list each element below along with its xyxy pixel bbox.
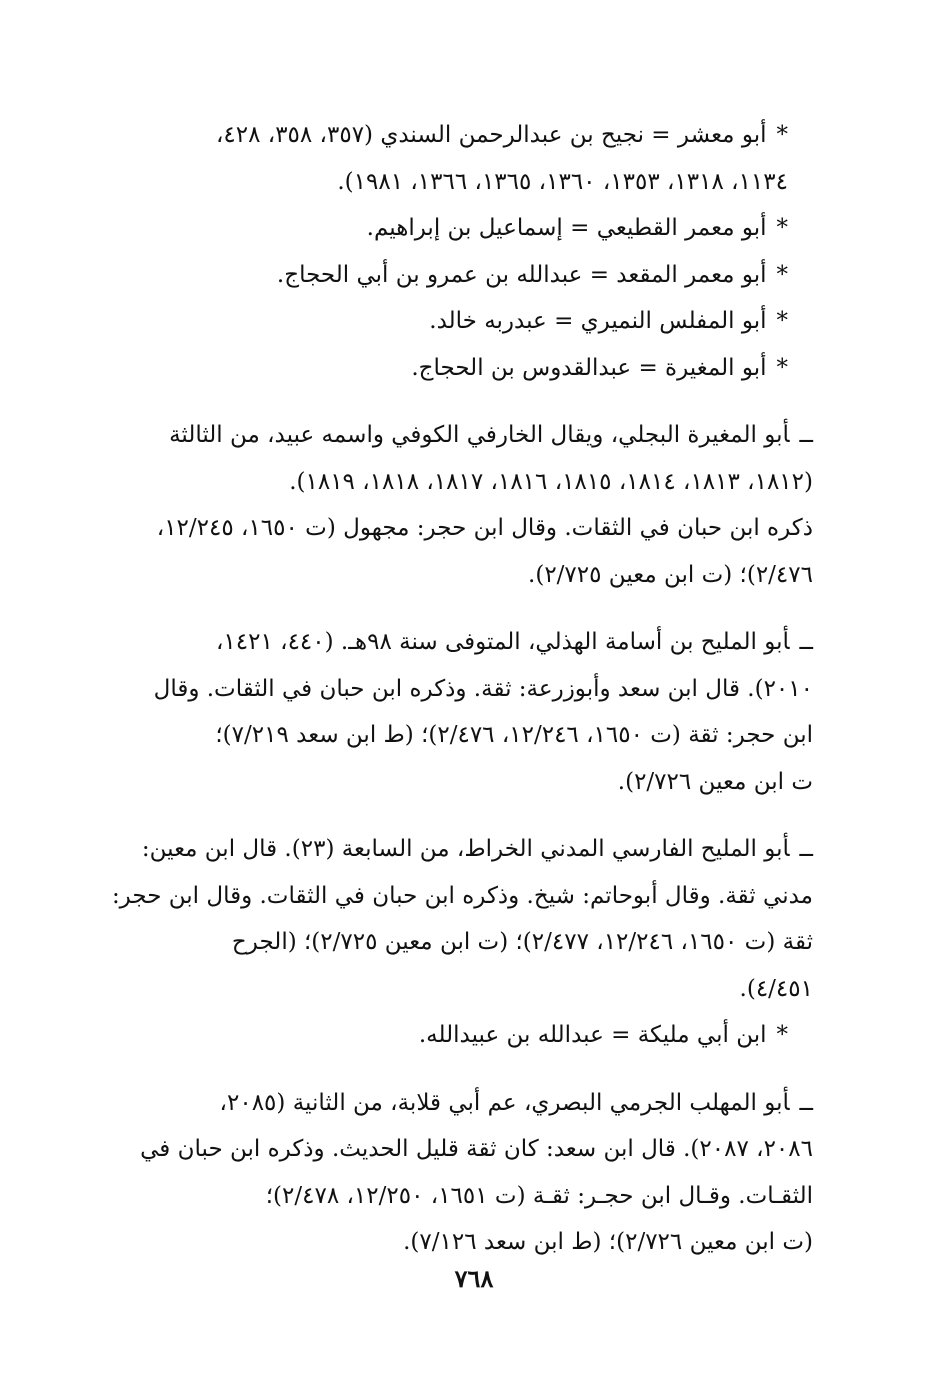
entry-text: الثقـات. وقـال ابن حجـر: ثقـة (ت ١٦٥١، ١٢/٢٥٠، ٢/٤٧٨)؛ xyxy=(265,1182,813,1209)
cross-reference-entry xyxy=(110,298,813,345)
entry-line xyxy=(110,112,788,159)
entry-line xyxy=(110,619,813,666)
entry-text: ٢٠٨٦، ٢٠٨٧). قال ابن سعد: كان ثقة قليل الحديث. وذكره ابن حبان في xyxy=(140,1136,813,1162)
page-body xyxy=(110,112,813,1266)
entry-line xyxy=(110,345,788,392)
entry-line xyxy=(110,1173,813,1220)
entry-text: ثقة (ت ١٦٥٠، ١٢/٢٤٦، ٢/٤٧٧)؛ (ت ابن معين ٢/٧٢٥)؛ (الجرح xyxy=(231,929,813,955)
page-number: ٧٦٨ xyxy=(454,1264,494,1293)
entry-text: أبو المليح بن أسامة الهذلي، المتوفى سنة ٩٨هـ. (٤٤٠، ١٤٢١، xyxy=(215,629,790,655)
cross-reference-entry xyxy=(110,205,813,252)
entry-text: أبو المفلس النميري = عبدربه خالد. xyxy=(429,308,767,334)
cross-reference-entry xyxy=(110,252,813,299)
asterisk-marker: * xyxy=(776,215,788,241)
entry-text: أبو معمر المقعد = عبدالله بن عمرو بن أبي الحجاج. xyxy=(276,261,767,288)
entry-text: ت ابن معين ٢/٧٢٦). xyxy=(617,768,813,795)
narrator-entry xyxy=(110,826,813,1012)
entry-line xyxy=(110,252,788,299)
entry-line xyxy=(110,712,813,759)
entry-line xyxy=(110,1012,788,1059)
entry-text: (١٨١٢، ١٨١٣، ١٨١٤، ١٨١٥، ١٨١٦، ١٨١٧، ١٨١٨، ١٨١٩). xyxy=(289,468,813,495)
dash-marker: ــ xyxy=(799,1089,813,1116)
entry-text: ذكره ابن حبان في الثقات. وقال ابن حجر: مجهول (ت ١٦٥٠، ١٢/٢٤٥، xyxy=(156,515,813,541)
entry-line xyxy=(110,552,813,599)
asterisk-marker: * xyxy=(776,122,788,148)
narrator-entry xyxy=(110,619,813,805)
entry-line xyxy=(110,505,813,552)
entry-text: أبو معشر = نجيح بن عبدالرحمن السندي (٣٥٧، ٣٥٨، ٤٢٨، xyxy=(215,122,767,148)
entry-text: ٢٠١٠). قال ابن سعد وأبوزرعة: ثقة. وذكره ابن حبان في الثقات. وقال xyxy=(153,675,813,702)
entry-text: أبو المغيرة = عبدالقدوس بن الحجاج. xyxy=(411,354,767,381)
entry-text: ١١٣٤، ١٣١٨، ١٣٥٣، ١٣٦٠، ١٣٦٥، ١٣٦٦، ١٩٨١). xyxy=(337,168,788,195)
entry-text: ابن أبي مليكة = عبدالله بن عبيدالله. xyxy=(418,1022,767,1048)
entry-text: أبو المليح الفارسي المدني الخراط، من السابعة (٢٣). قال ابن معين: xyxy=(141,836,790,862)
narrator-entry xyxy=(110,1080,813,1266)
entry-line xyxy=(110,873,813,920)
entry-line xyxy=(110,666,813,713)
entry-line xyxy=(110,826,813,873)
entry-text: أبو المغيرة البجلي، ويقال الخارفي الكوفي واسمه عبيد، من الثالثة xyxy=(169,422,790,448)
entry-line xyxy=(110,459,813,506)
dash-marker: ــ xyxy=(799,836,813,862)
entry-line xyxy=(110,1219,813,1266)
cross-reference-entry xyxy=(110,112,813,205)
cross-reference-entry xyxy=(110,345,813,392)
entry-line xyxy=(110,298,788,345)
asterisk-marker: * xyxy=(776,1022,788,1048)
cross-reference-entry xyxy=(110,1012,813,1059)
entry-line xyxy=(110,966,813,1013)
entry-text: ٢/٤٧٦)؛ (ت ابن معين ٢/٧٢٥). xyxy=(528,561,813,588)
entry-line xyxy=(110,159,788,206)
entry-line xyxy=(110,205,788,252)
asterisk-marker: * xyxy=(776,354,788,381)
narrator-entry xyxy=(110,412,813,598)
entry-line xyxy=(110,1080,813,1127)
entry-line xyxy=(110,1126,813,1173)
dash-marker: ــ xyxy=(799,422,813,448)
entry-line xyxy=(110,412,813,459)
dash-marker: ــ xyxy=(799,629,813,655)
entry-text: (ت ابن معين ٢/٧٢٦)؛ (ط ابن سعد ٧/١٢٦). xyxy=(403,1229,813,1255)
asterisk-marker: * xyxy=(776,261,788,288)
asterisk-marker: * xyxy=(776,308,788,334)
entry-text: أبو المهلب الجرمي البصري، عم أبي قلابة، من الثانية (٢٠٨٥، xyxy=(219,1089,790,1116)
entry-line xyxy=(110,919,813,966)
entry-line xyxy=(110,759,813,806)
entry-text: ٤/٤٥١). xyxy=(739,975,813,1002)
entry-text: مدني ثقة. وقال أبوحاتم: شيخ. وذكره ابن حبان في الثقات. وقال ابن حجر: xyxy=(111,882,813,909)
entry-text: ابن حجر: ثقة (ت ١٦٥٠، ١٢/٢٤٦، ٢/٤٧٦)؛ (ط ابن سعد ٧/٢١٩)؛ xyxy=(215,722,813,748)
entry-text: أبو معمر القطيعي = إسماعيل بن إبراهيم. xyxy=(366,215,767,241)
